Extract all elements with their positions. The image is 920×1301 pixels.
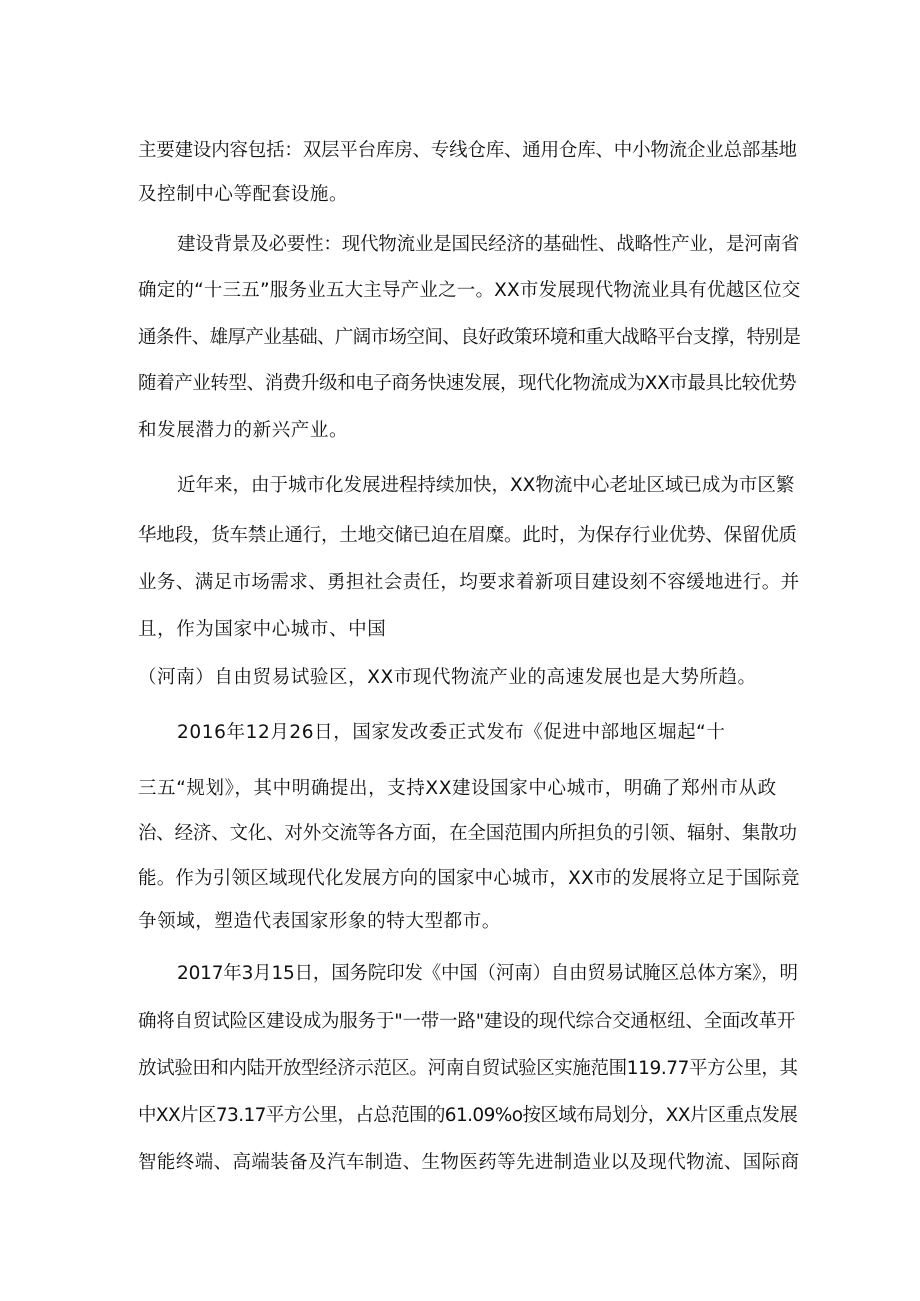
text-line: 华地段，货车禁止通行，土地交储已迫在眉糜。此时，为保存行业优势、保留优质 bbox=[138, 525, 797, 546]
text-line: 业务、满足市场需求、勇担社会责任，均要求着新项目建设刻不容缓地进行。并 bbox=[138, 572, 800, 593]
text-line: 近年来，由于城市化发展进程持续加快，XX物流中心老址区域已成为市区繁 bbox=[177, 475, 795, 496]
text-line: 和发展潜力的新兴产业。 bbox=[138, 420, 349, 441]
text-line: 且，作为国家中心城市、中国 bbox=[138, 619, 387, 640]
text-line: 建设背景及必要性：现代物流业是国民经济的基础性、战略性产业，是河南省 bbox=[177, 234, 800, 255]
text-line: 及控制中心等配套设施。 bbox=[138, 184, 349, 205]
text-line: 通条件、雄厚产业基础、广阔市场空间、良好政策环境和重大战略平台支撑，特别是 bbox=[138, 327, 801, 348]
text-line: 主要建设内容包括：双层平台库房、专线仓库、通用仓库、中小物流企业总部基地 bbox=[138, 140, 797, 161]
text-line: 确将自贸试险区建设成为服务于"一带一路"建设的现代综合交通枢纽、全面改革开 bbox=[138, 1011, 796, 1032]
text-line: 争领域，塑造代表国家形象的特大型都市。 bbox=[138, 911, 501, 932]
text-line: 随着产业转型、消费升级和电子商务快速发展，现代化物流成为XX市最具比较优势 bbox=[138, 373, 797, 394]
text-line: 中XX片区73.17平方公里，占总范围的61.09%o按区域布局划分，XX片区重点发展 bbox=[138, 1105, 798, 1126]
text-line: 2016年12月26日，国家发改委正式发布《促进中部地区堀起“十 bbox=[177, 722, 726, 743]
text-line: 三五“规划》，其中明确提出，支持XX建设国家中心城市，明确了郑州市从政 bbox=[138, 778, 777, 799]
text-line: 能。作为引领区域现代化发展方向的国家中心城市，XX市的发展将立足于国际竞 bbox=[138, 868, 800, 889]
text-line: 治、经济、文化、对外交流等各方面，在全国范围内所担负的引领、辐射、集散功 bbox=[138, 823, 797, 844]
text-line: （河南）自由贸易试验区，XX市现代物流产业的高速发展也是大势所趋。 bbox=[138, 667, 757, 688]
text-line: 2017年3月15日，国务院印发《中国（河南）自由贸易试腌区总体方案》，明 bbox=[177, 963, 798, 984]
text-line: 确定的“十三五”服务业五大主导产业之一。XX市发展现代物流业具有优越区位交 bbox=[138, 280, 801, 301]
text-line: 智能终端、高端装备及汽车制造、生物医药等先进制造业以及现代物流、国际商 bbox=[138, 1152, 800, 1173]
text-line: 放试验田和内陆开放型经济示范区。河南自贸试验区实施范围119.77平方公里，其 bbox=[138, 1058, 798, 1079]
